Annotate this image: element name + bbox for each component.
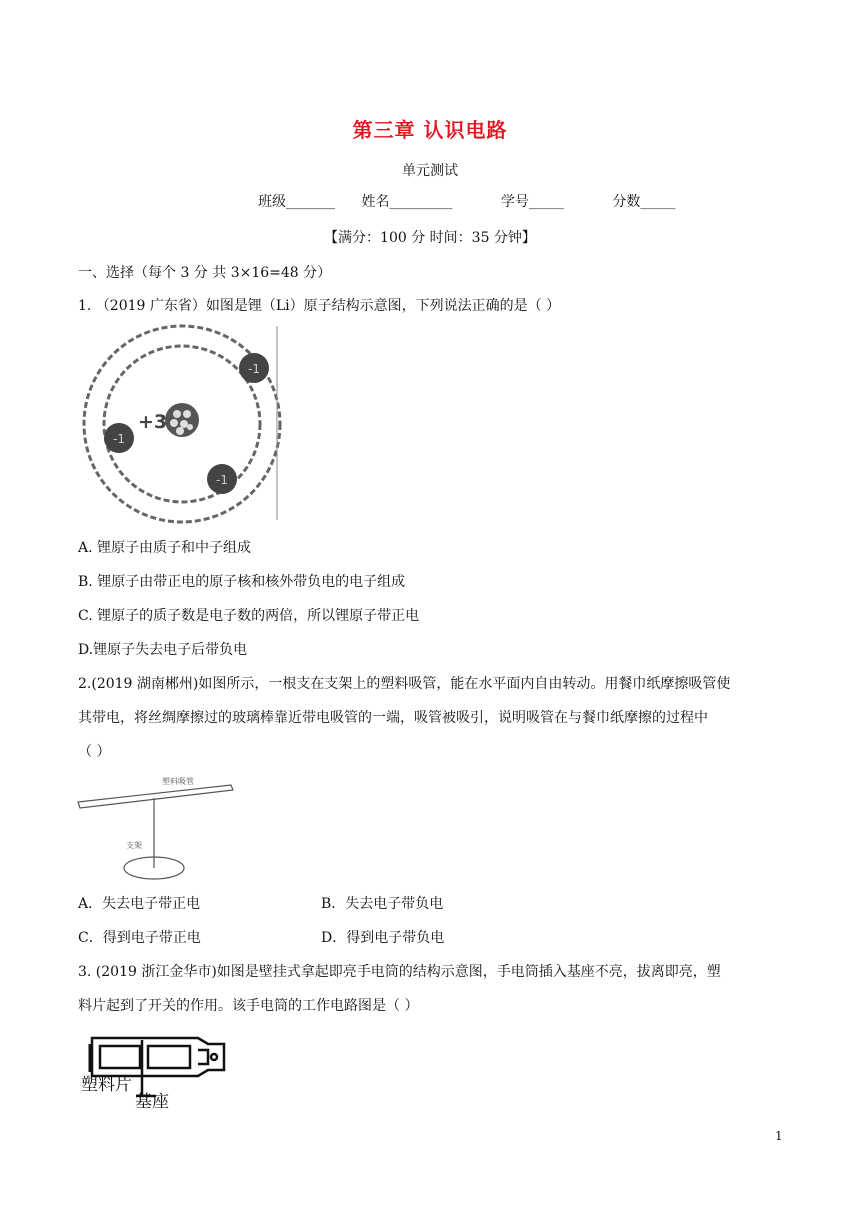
student-id-field: 学号_____ (500, 194, 564, 210)
name-field: 姓名_________ (361, 194, 453, 210)
score-field: 分数_____ (612, 194, 676, 210)
nucleus (165, 403, 199, 437)
lithium-atom-diagram (80, 322, 290, 524)
page-title: 第三章 认识电路 (352, 118, 508, 142)
plastic-sheet-label: 塑料片 (81, 1075, 132, 1095)
stand-label: 支架 (126, 841, 142, 850)
q2-option-d: D．得到电子带负电 (321, 930, 445, 946)
electron (239, 353, 269, 383)
q1-option-b: B. 锂原子由带正电的原子核和核外带负电的电子组成 (78, 574, 406, 590)
base-label: 基座 (135, 1092, 169, 1112)
question-3-stem-line2: 料片起到了开关的作用。该手电筒的工作电路图是（ ） (78, 998, 419, 1014)
exam-info: 【满分：100 分 时间：35 分钟】 (324, 230, 536, 246)
page-number: 1 (775, 1129, 783, 1143)
section-heading: 一、选择（每个 3 分 共 3×16=48 分） (78, 265, 332, 281)
question-1-stem: 1. （2019 广东省）如图是锂（Li）原子结构示意图，下列说法正确的是（ ） (78, 298, 561, 314)
q2-option-b: B．失去电子带负电 (321, 896, 444, 912)
student-info-fields (258, 191, 675, 211)
question-2-stem-line2: 其带电，将丝绸摩擦过的玻璃棒靠近带电吸管的一端，吸管被吸引，说明吸管在与餐巾纸摩擦的过程中 (78, 710, 708, 726)
page-subtitle: 单元测试 (402, 163, 458, 179)
q1-option-d: D.锂原子失去电子后带负电 (78, 642, 248, 658)
svg-text:-1: -1 (248, 362, 260, 376)
q1-option-c: C. 锂原子的质子数是电子数的两倍，所以锂原子带正电 (78, 608, 420, 624)
q1-option-a: A. 锂原子由质子和中子组成 (78, 540, 252, 556)
svg-text:-1: -1 (113, 432, 125, 446)
svg-text:-1: -1 (216, 473, 228, 487)
electron (207, 464, 237, 494)
question-2-stem-line3: （ ） (78, 744, 111, 760)
electron (104, 423, 134, 453)
question-3-stem-line1: 3. (2019 浙江金华市)如图是壁挂式拿起即亮手电筒的结构示意图，手电筒插入基座不亮，拔离即亮，塑 (78, 964, 721, 980)
question-2-stem-line1: 2.(2019 湖南郴州)如图所示，一根支在支架上的塑料吸管，能在水平面内自由转动。用餐巾纸摩擦吸管使 (78, 676, 731, 692)
straw-label: 塑料吸管 (162, 777, 194, 786)
straw-on-stand-diagram (76, 772, 236, 880)
nucleus-charge-label: +3 (138, 411, 168, 433)
q2-option-a: A．失去电子带正电 (78, 896, 201, 912)
class-field: 班级_______ (258, 194, 335, 210)
q2-option-c: C．得到电子带正电 (78, 930, 201, 946)
